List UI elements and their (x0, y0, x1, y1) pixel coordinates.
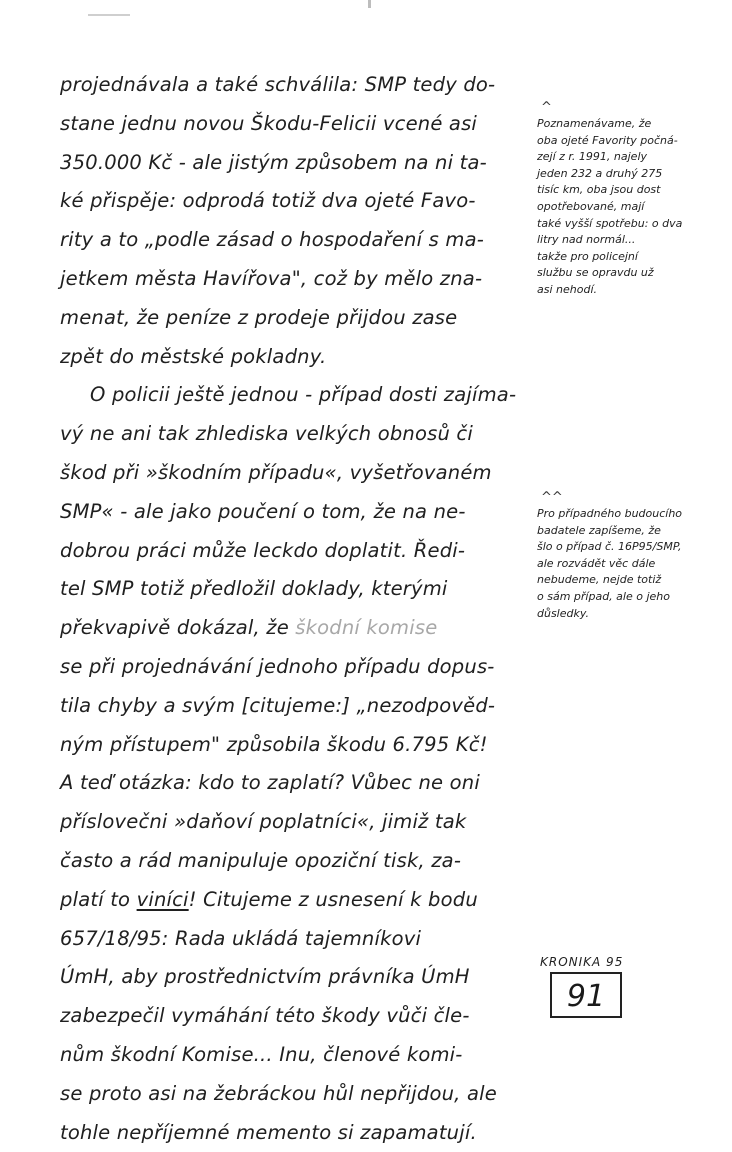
text-line: tel SMP totiž předložil doklady, kterými (60, 577, 448, 601)
text-line: příslovečni »daňoví poplatníci«, jimiž tak (60, 810, 467, 834)
note-line: ale rozvádět věc dále (537, 556, 656, 570)
text-line: zpět do městské pokladny. (60, 344, 327, 368)
text-line: ným přístupem" způsobila škodu 6.795 Kč! (60, 732, 488, 756)
text-line: rity a to „podle zásad o hospodaření s ma- (60, 228, 484, 252)
text-line: ké přispěje: odprodá totiž dva ojeté Favo- (60, 189, 476, 213)
text-line: SMP« - ale jako poučení o tom, že na ne- (60, 499, 466, 523)
note-line: badatele zapíšeme, že (537, 523, 661, 537)
text-line: dobrou práci může leckdo doplatit. Ředi- (60, 538, 466, 562)
page-number-box (550, 972, 622, 1018)
text-line: 350.000 Kč - ale jistým způsobem na ni ta- (60, 150, 487, 174)
text-line: menat, že peníze z prodeje přijdou zase (60, 305, 458, 329)
note-line: tisíc km, oba jsou dost (537, 183, 661, 197)
note-line: opotřebované, mají (537, 199, 645, 213)
note-line: takže pro policejní (537, 249, 638, 263)
note-line: zejí z r. 1991, najely (537, 150, 648, 164)
note-line: také vyšší spotřebu: o dva (537, 216, 683, 230)
faint-text-fragment: škodní komise (295, 616, 438, 640)
note-line: jeden 232 a druhý 275 (537, 166, 663, 180)
text-line: se proto asi na žebráckou hůl nepřijdou, ale (60, 1081, 497, 1105)
note-line: službu se opravdu už (537, 266, 654, 280)
main-text-block (60, 66, 530, 1152)
scan-tick (368, 0, 371, 8)
text-line: tohle nepříjemné memento si zapamatují. (60, 1120, 477, 1144)
margin-note-vehicles (537, 100, 729, 299)
note-line: litry nad normál... (537, 233, 636, 247)
text-line: zabezpečil vymáhání této škody vůči čle- (60, 1004, 470, 1028)
note-line: nebudeme, nejde totiž (537, 573, 662, 587)
text-line: projednávala a také schválila: SMP tedy do- (60, 73, 496, 96)
note-line: důsledky. (537, 606, 590, 620)
text-line: ÚmH, aby prostřednictvím právníka ÚmH (60, 965, 470, 989)
margin-note-case (537, 490, 729, 622)
text-line: stane jednu novou Škodu-Felicii vcené asi (60, 111, 478, 135)
text-line: často a rád manipuluje opoziční tisk, za- (60, 848, 462, 872)
text-line: jetkem města Havířova", což by mělo zna- (60, 266, 483, 290)
text-line: nům škodní Komise... Inu, členové komi- (60, 1042, 463, 1066)
note-marker: ^ (541, 100, 552, 115)
note-line: Poznamenávame, že (537, 117, 652, 130)
note-line: oba ojeté Favority počná- (537, 133, 678, 147)
text-line: tila chyby a svým [citujeme:] „nezodpověd- (60, 693, 496, 717)
text-fragment: platí to (60, 887, 137, 911)
note-line: šlo o případ č. 16P95/SMP, (537, 540, 682, 554)
text-line: O policii ještě jednou - případ dosti zajíma- (90, 383, 517, 407)
underlined-word: viníci (136, 887, 189, 911)
text-fragment: překvapivě dokázal, že (60, 616, 296, 640)
text-line: škod při »škodním případu«, vyšetřovaném (60, 460, 492, 484)
text-line: vý ne ani tak zhlediska velkých obnosů či (60, 422, 473, 446)
note-marker: ^^ (541, 490, 563, 505)
note-line: o sám případ, ale o jeho (537, 589, 670, 603)
note-line: Pro případného budoucího (537, 507, 683, 520)
text-line (60, 881, 530, 920)
chronicle-label: KRONIKA 95 (540, 955, 624, 969)
text-line: A teď otázka: kdo to zaplatí? Vůbec ne oni (60, 771, 480, 795)
text-line: 657/18/95: Rada ukládá tajemníkovi (60, 926, 422, 950)
page-number: 91 (566, 979, 606, 1014)
text-line: se při projednávání jednoho případu dopus- (60, 654, 495, 678)
note-line: asi nehodí. (537, 282, 598, 296)
scan-mark (88, 14, 130, 16)
text-fragment: ! Citujeme z usnesení k bodu (188, 887, 478, 911)
text-line (60, 609, 530, 648)
